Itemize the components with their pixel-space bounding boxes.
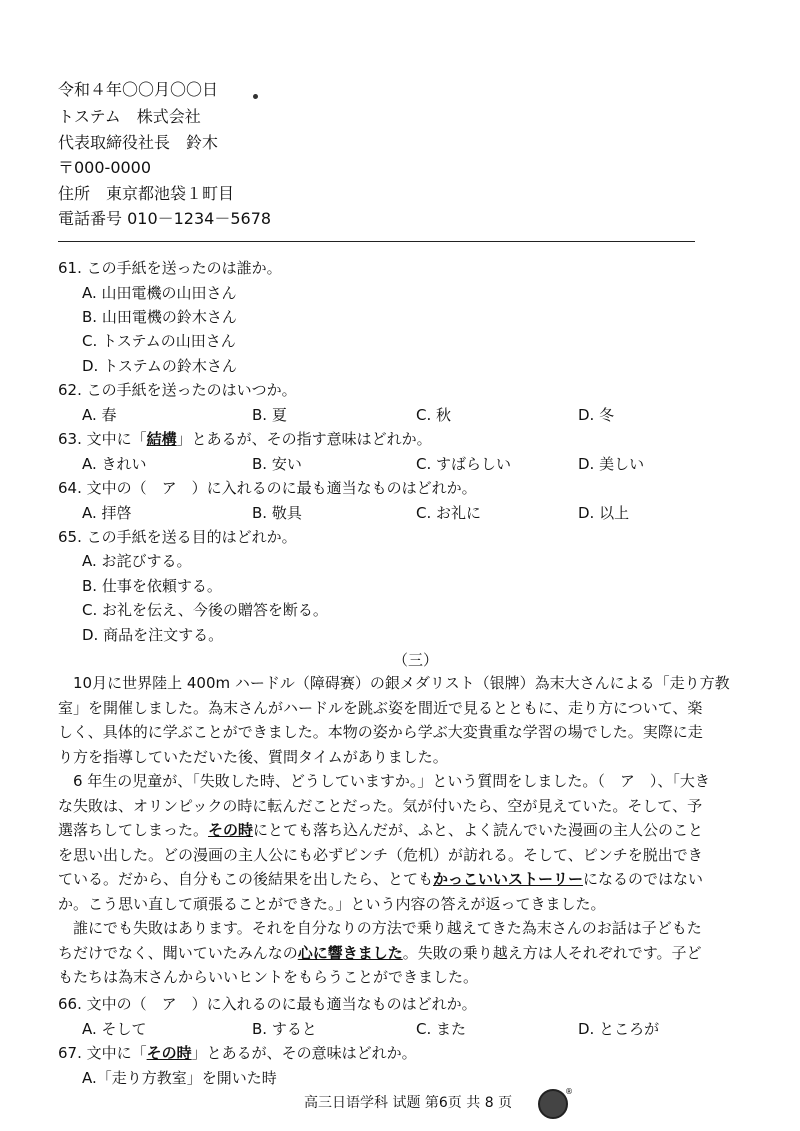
ink-speck [253, 94, 258, 99]
divider-line [58, 241, 695, 242]
question-67-option-a: A.「走り方教室」を開いた時 [82, 1069, 277, 1087]
question-64-stem: 64. 文中の（ ア ）に入れるのに最も適当なものはどれか。 [58, 479, 477, 497]
passage-line: 誰にでも失敗はあります。それを自分なりの方法で乗り越えてきた為末さんのお話は子どもた [73, 919, 702, 937]
question-63-stem [58, 429, 432, 449]
question-66-option-c: C. また [416, 1020, 467, 1038]
question-64-option-d: D. 以上 [578, 504, 630, 522]
passage-line: しく、具体的に学ぶことができました。本物の姿から学ぶ大変貴重な学習の場でした。実際に走 [58, 723, 703, 742]
question-63-stem-suffix: 」とあるが、その指す意味はどれか。 [176, 430, 432, 448]
letter-company: トステム 株式会社 [58, 107, 201, 126]
question-65-option-c: C. お礼を伝え、今後の贈答を断る。 [82, 601, 328, 619]
question-65-option-b: B. 仕事を依頼する。 [82, 577, 222, 595]
question-64-option-a: A. 拝啓 [82, 504, 132, 522]
passage-paragraph-3 [58, 916, 758, 990]
question-63-marked-word: 結構 [146, 430, 177, 448]
question-63-option-d: D. 美しい [578, 455, 645, 473]
question-63-option-c: C. すばらしい [416, 455, 512, 473]
question-67-marked-word: その時 [146, 1044, 192, 1062]
question-62-option-d: D. 冬 [578, 406, 615, 424]
question-62-option-b: B. 夏 [252, 406, 287, 424]
page-footer: 高三日语学科 试题 第6页 共 8 页 [304, 1095, 513, 1111]
question-63-option-a: A. きれい [82, 455, 147, 473]
passage-line: もたちは為末さんからいいヒントをもらうことができました。 [58, 968, 479, 987]
passage-line [58, 941, 758, 966]
question-61-option-b: B. 山田電機の鈴木さん [82, 308, 237, 326]
question-62-option-a: A. 春 [82, 406, 117, 424]
letter-phone: 電話番号 010－1234－5678 [58, 209, 272, 228]
letter-representative: 代表取締役社長 鈴木 [58, 133, 219, 152]
question-61-option-d: D. トステムの鈴木さん [82, 357, 237, 375]
letter-postal-code: 〒000-0000 [58, 158, 152, 177]
question-67-stem [58, 1043, 417, 1063]
question-61-option-a: A. 山田電機の山田さん [82, 284, 237, 302]
question-66-stem: 66. 文中の（ ア ）に入れるのに最も適当なものはどれか。 [58, 995, 477, 1013]
passage-line: 10月に世界陸上 400m ハードル（障碍赛）の銀メダリスト（银牌）為末大さんによる「走り方教 [73, 674, 730, 692]
letter-date: 令和４年〇〇月〇〇日 [58, 80, 219, 99]
school-seal-logo [538, 1089, 568, 1119]
underlined-phrase-sono-toki: その時 [208, 821, 254, 840]
question-66-option-b: B. すると [252, 1020, 317, 1038]
question-65-option-d: D. 商品を注文する。 [82, 626, 224, 644]
text-fragment: ている。だから、自分もこの後結果を出したら、とても [58, 870, 434, 889]
question-65-stem: 65. この手紙を送る目的はどれか。 [58, 528, 297, 546]
question-67-stem-prefix: 67. 文中に「 [58, 1044, 147, 1062]
question-62-stem: 62. この手紙を送ったのはいつか。 [58, 381, 297, 399]
question-62-option-c: C. 秋 [416, 406, 452, 424]
text-fragment: 選落ちしてしまった。 [58, 821, 209, 840]
question-61-option-c: C. トステムの山田さん [82, 332, 236, 350]
question-67-stem-suffix: 」とあるが、その意味はどれか。 [191, 1044, 417, 1062]
passage-line [58, 818, 758, 843]
question-65-option-a: A. お詫びする。 [82, 552, 192, 570]
passage-paragraph-1 [58, 671, 758, 769]
passage-line: な失敗は、オリンピックの時に転んだことだった。気が付いたら、空が見えていた。そして、予 [58, 796, 703, 815]
passage-line [58, 867, 758, 892]
passage-line: を思い出した。どの漫画の主人公にも必ずピンチ（危机）が訪れる。そして、ピンチを脱出でき [58, 845, 703, 864]
registered-mark: ® [565, 1087, 573, 1096]
question-64-option-c: C. お礼に [416, 504, 482, 522]
question-63-stem-prefix: 63. 文中に「 [58, 430, 147, 448]
text-fragment: にとても落ち込んだが、ふと、よく読んでいた漫画の主人公のこと [253, 821, 704, 840]
passage-line: り方を指導していただいた後、質問タイムがありました。 [58, 747, 448, 766]
text-fragment: ちだけでなく、聞いていたみんなの [58, 943, 298, 962]
underlined-phrase-kokoro-ni-hibiku: 心に響きました [297, 943, 403, 962]
text-fragment: 。失敗の乗り越え方は人それぞれです。子ど [402, 943, 702, 962]
letter-address: 住所 東京都池袋１町目 [58, 184, 235, 203]
question-66-option-a: A. そして [82, 1020, 147, 1038]
passage-line: か。こう思い直して頑張ることができた。」という内容の答えが返ってきました。 [58, 894, 606, 913]
section-heading: （三） [393, 651, 439, 669]
question-63-option-b: B. 安い [252, 455, 302, 473]
question-66-option-d: D. ところが [578, 1020, 660, 1038]
question-61-stem: 61. この手紙を送ったのは誰か。 [58, 259, 282, 277]
passage-line: 6 年生の児童が、「失敗した時、どうしていますか。」という質問をしました。（ ア ）、「大き [73, 772, 710, 790]
passage-paragraph-2 [58, 769, 758, 917]
passage-line: 室」を開催しました。為末さんがハードルを跳ぶ姿を間近で見るとともに、走り方について、楽 [58, 698, 703, 717]
question-64-option-b: B. 敬具 [252, 504, 302, 522]
underlined-phrase-kakkoii-story: かっこいいストーリー [433, 870, 584, 889]
text-fragment: になるのではない [583, 870, 704, 889]
